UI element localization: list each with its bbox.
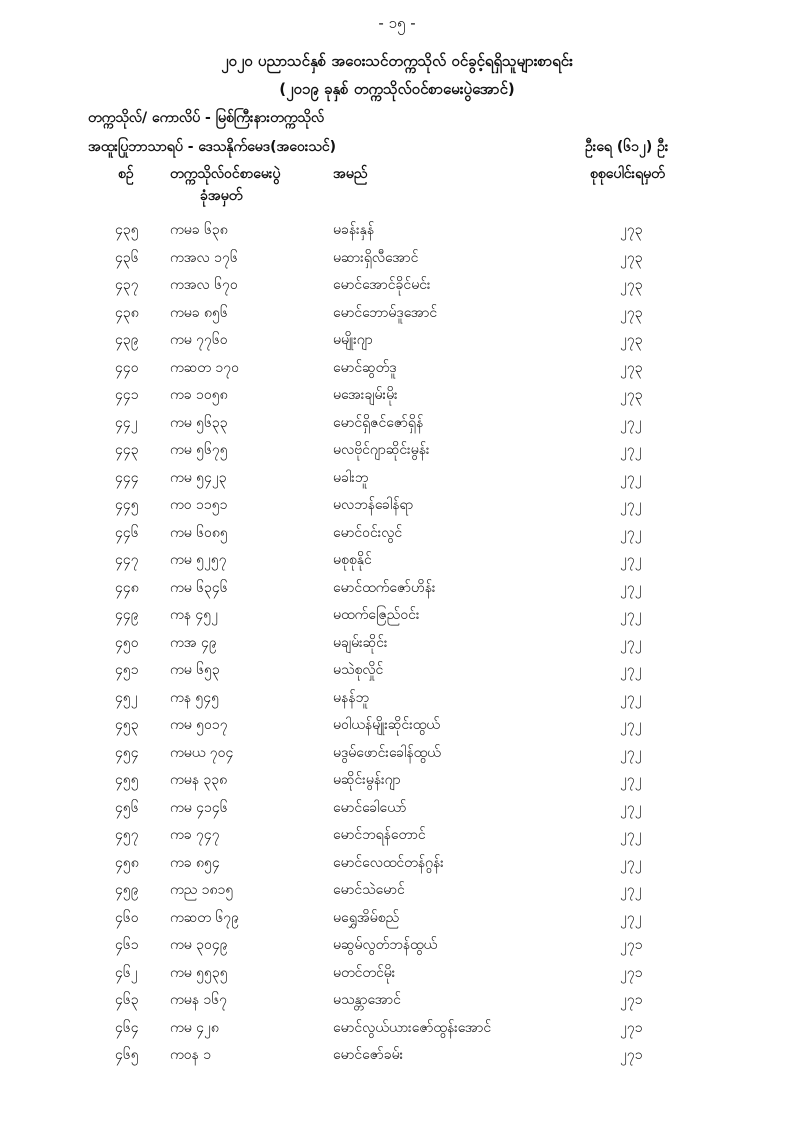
roll-number: ကမ ၅၂၅၇ xyxy=(170,552,227,568)
total-marks: ၂၇၁ xyxy=(620,964,643,981)
total-marks: ၂၇၂ xyxy=(620,579,642,596)
table-row xyxy=(0,660,794,688)
student-name: မချမ်းဆိုင်း xyxy=(333,634,388,651)
total-marks: ၂၇၂ xyxy=(620,414,642,431)
table-row xyxy=(0,578,794,606)
row-number: ၄၄၈ xyxy=(115,579,139,596)
student-name: မခါးဘူ xyxy=(333,469,369,486)
header-no: စဉ် xyxy=(118,166,134,182)
header-marks: စုစုပေါင်းရမှတ် xyxy=(590,166,665,182)
student-name: မောင်ထက်ဇော်ဟိန်း xyxy=(333,579,436,596)
student-name: မနန်ဘူ xyxy=(333,689,369,706)
page-number: - ၁၅ - xyxy=(378,14,416,32)
roll-number: ကမ ၆၀၈၅ xyxy=(170,524,228,541)
total-marks: ၂၇၂ xyxy=(620,552,642,568)
table-row xyxy=(0,990,794,1018)
student-name: မဒွမ်ဖောင်းခေါန်ထွယ် xyxy=(333,744,441,761)
student-name: မမျိုးဂျာ xyxy=(333,332,373,348)
student-name: မလဘန်ခေါန်ရာ xyxy=(333,497,414,513)
student-name: မဆားရှိလီအောင် xyxy=(333,249,419,266)
row-number: ၄၅၂ xyxy=(115,689,138,706)
total-marks: ၂၇၂ xyxy=(620,744,642,761)
table-row xyxy=(0,495,794,523)
student-name: မခန်းနှန် xyxy=(333,222,375,238)
roll-number: ကမ ၆၃၄၆ xyxy=(170,579,228,596)
student-name: မဝါယန်မျိုးဆိုင်းထွယ် xyxy=(333,717,440,733)
roll-number: ကဝန ၁ xyxy=(170,1047,212,1063)
student-name: မရွှေအိမ်စည် xyxy=(333,909,400,926)
total-marks: ၂၇၃ xyxy=(620,332,643,348)
total-marks: ၂၇၃ xyxy=(620,249,643,266)
row-number: ၄၅၇ xyxy=(115,827,139,843)
total-marks: ၂၇၃ xyxy=(620,359,643,376)
table-row xyxy=(0,688,794,716)
row-number: ၄၆၂ xyxy=(115,964,138,981)
roll-number: ကမန ၃၃၈ xyxy=(170,772,228,788)
row-number: ၄၆၅ xyxy=(115,1047,139,1063)
student-name: မောင်ခေါယော် xyxy=(333,799,407,816)
student-name: မောင်အောင်ခိုင်မင်း xyxy=(333,277,431,293)
header-name: အမည် xyxy=(333,166,368,182)
total-marks: ၂၇၂ xyxy=(620,717,642,733)
student-name: မောင်ဆွတ်ဒူ xyxy=(333,359,397,376)
total-marks: ၂၇၂ xyxy=(620,662,642,678)
table-row xyxy=(0,440,794,468)
table-row xyxy=(0,770,794,798)
row-number: ၄၅၃ xyxy=(115,717,139,733)
total-marks: ၂၇၁ xyxy=(620,1019,643,1036)
row-number: ၄၃၇ xyxy=(115,277,139,293)
roll-number: ကမ ၅၆၇၅ xyxy=(170,442,228,458)
table-row xyxy=(0,413,794,441)
student-name: မောင်သဲမောင် xyxy=(333,882,405,898)
total-marks: ၂၇၂ xyxy=(620,689,642,706)
student-name: မသန္တာအောင် xyxy=(333,992,401,1008)
total-marks: ၂၇၂ xyxy=(620,469,642,486)
total-marks: ၂၇၂ xyxy=(620,634,642,651)
total-marks: ၂၇၂ xyxy=(620,442,642,458)
roll-number: ကမ ၆၅၃ xyxy=(170,662,220,678)
row-number: ၄၆၃ xyxy=(115,992,139,1008)
table-row xyxy=(0,1018,794,1046)
row-number: ၄၄၄ xyxy=(115,469,139,486)
total-marks: ၂၇၂ xyxy=(620,607,642,623)
total-marks: ၂၇၃ xyxy=(620,304,643,321)
roll-number: ကမခ ၆၃၈ xyxy=(170,222,228,238)
student-name: မောင်ရှိဇင်ဇော်ရှိန် xyxy=(333,414,424,431)
row-number: ၄၄၉ xyxy=(115,607,139,623)
row-number: ၄၄၅ xyxy=(115,497,139,513)
row-number: ၄၅၄ xyxy=(115,744,139,761)
roll-number: ကအ ၄၉ xyxy=(170,634,217,651)
total-marks: ၂၇၁ xyxy=(620,937,643,953)
row-number: ၄၄၀ xyxy=(115,359,139,376)
university-line: တက္ကသိုလ်/ ကောလိပ် - မြစ်ကြီးနားတက္ကသိုလ် xyxy=(88,110,325,126)
row-number: ၄၅၈ xyxy=(115,854,139,871)
row-number: ၄၅၁ xyxy=(115,662,139,678)
table-row xyxy=(0,358,794,386)
total-marks: ၂၇၂ xyxy=(620,772,642,788)
header-roll-line2: ခုံအမှတ် xyxy=(200,188,243,204)
row-number: ၄၆၁ xyxy=(115,937,139,953)
row-number: ၄၆၄ xyxy=(115,1019,139,1036)
student-name: မောင်ဘရန်တောင် xyxy=(333,827,426,843)
table-row xyxy=(0,880,794,908)
roll-number: ကမ ၄၁၄၆ xyxy=(170,799,228,816)
student-name: မစုစုနိုင် xyxy=(333,552,372,568)
roll-number: ကခ ၇၄၇ xyxy=(170,827,220,843)
roll-number: ကအလ ၆၇၀ xyxy=(170,277,238,293)
roll-number: ကန ၅၄၅ xyxy=(170,689,220,706)
table-row xyxy=(0,715,794,743)
total-marks: ၂၇၃ xyxy=(620,387,643,403)
roll-number: ကဆတ ၁၇၀ xyxy=(170,359,239,376)
row-number: ၄၄၂ xyxy=(115,414,138,431)
roll-number: ကမ ၄၂၈ xyxy=(170,1019,219,1036)
total-marks: ၂၇၂ xyxy=(620,909,642,926)
major-line: အထူးပြုဘာသာရပ် - ဒေသနိုက်မေဒ(အဝေးသင်) xyxy=(88,139,337,155)
student-name: မဆွမ်လွတ်ဘန်ထွယ် xyxy=(333,937,438,953)
table-row xyxy=(0,468,794,496)
table-row xyxy=(0,825,794,853)
row-number: ၄၃၉ xyxy=(115,332,139,348)
student-name: မောင်လွယ်ယားဇော်ထွန်းအောင် xyxy=(333,1019,492,1036)
roll-number: ကမ ၅၀၁၇ xyxy=(170,717,228,733)
total-count: ဦးရေ (၆၁၂) ဦး xyxy=(585,139,669,155)
roll-number: ကမယ ၇၀၄ xyxy=(170,744,234,761)
student-list xyxy=(0,220,794,1073)
student-name: မောင်လေထင်တန်ဂွန်း xyxy=(333,854,444,871)
student-name: မထက်ဇြေည်ဝင်း xyxy=(333,607,420,623)
row-number: ၄၃၈ xyxy=(115,304,139,321)
roll-number: ကည ၁၈၁၅ xyxy=(170,882,234,898)
total-marks: ၂၇၁ xyxy=(620,992,643,1008)
row-number: ၄၆၀ xyxy=(115,909,139,926)
row-number: ၄၄၁ xyxy=(115,387,139,403)
total-marks: ၂၇၂ xyxy=(620,497,642,513)
row-number: ၄၅၉ xyxy=(115,882,139,898)
student-name: မောင်ဝင်းလွင် xyxy=(333,524,403,541)
total-marks: ၂၇၂ xyxy=(620,524,642,541)
student-name: မောင်ဇော်ခမ်း xyxy=(333,1047,404,1063)
table-row xyxy=(0,908,794,936)
student-name: မဆိုင်းမွန်းဂျာ xyxy=(333,772,401,788)
roll-number: ကခ ၁၀၅၈ xyxy=(170,387,228,403)
table-row xyxy=(0,743,794,771)
document-subtitle: (၂၀၁၉ ခုနှစ် တက္ကသိုလ်ဝင်စာမေးပွဲအောင်) xyxy=(279,80,515,98)
roll-number: ကခ ၈၅၄ xyxy=(170,854,220,871)
student-name: မလဗိုင်ဂျာဆိုင်းမွန်း xyxy=(333,442,430,458)
row-number: ၄၅၅ xyxy=(115,772,139,788)
total-marks: ၂၇၃ xyxy=(620,277,643,293)
roll-number: ကဝ ၁၁၅၁ xyxy=(170,497,228,513)
roll-number: ကမ ၅၄၂၃ xyxy=(170,469,227,486)
roll-number: ကမ ၃၀၄၉ xyxy=(170,937,228,953)
roll-number: ကမခ ၈၅၆ xyxy=(170,304,228,321)
table-row xyxy=(0,853,794,881)
table-row xyxy=(0,220,794,248)
row-number: ၄၄၃ xyxy=(115,442,139,458)
table-row xyxy=(0,330,794,358)
total-marks: ၂၇၂ xyxy=(620,799,642,816)
student-name: မောင်ဘောမ်ဒူအောင် xyxy=(333,304,438,321)
header-roll-line1: တက္ကသိုလ်ဝင်စာမေးပွဲ xyxy=(170,166,281,182)
total-marks: ၂၇၂ xyxy=(620,854,642,871)
table-row xyxy=(0,1045,794,1073)
row-number: ၄၃၅ xyxy=(115,222,139,238)
row-number: ၄၄၇ xyxy=(115,552,139,568)
total-marks: ၂၇၃ xyxy=(620,222,643,238)
table-row xyxy=(0,550,794,578)
table-row xyxy=(0,798,794,826)
student-name: မအေးချမ်းမိုး xyxy=(333,387,398,403)
document-title: ၂၀၂၀ ပညာသင်နှစ် အဝေးသင်တက္ကသိုလ် ဝင်ခွင့်ရရှိသူများစာရင်း xyxy=(221,52,573,70)
table-row xyxy=(0,248,794,276)
roll-number: ကမ ၇၇၆၀ xyxy=(170,332,228,348)
table-row xyxy=(0,633,794,661)
table-row xyxy=(0,303,794,331)
total-marks: ၂၇၂ xyxy=(620,882,642,898)
table-row xyxy=(0,275,794,303)
student-name: မသဲစုလှိုင် xyxy=(333,662,384,678)
row-number: ၄၅၀ xyxy=(115,634,139,651)
roll-number: ကမ ၅၆၃၃ xyxy=(170,414,228,431)
roll-number: ကမ ၅၅၃၅ xyxy=(170,964,228,981)
table-row xyxy=(0,385,794,413)
table-row xyxy=(0,523,794,551)
roll-number: ကန ၄၅၂ xyxy=(170,607,219,623)
roll-number: ကမန ၁၆၇ xyxy=(170,992,228,1008)
row-number: ၄၃၆ xyxy=(115,249,139,266)
table-row xyxy=(0,963,794,991)
row-number: ၄၅၆ xyxy=(115,799,139,816)
roll-number: ကဆတ ၆၇၉ xyxy=(170,909,239,926)
table-row xyxy=(0,605,794,633)
total-marks: ၂၇၁ xyxy=(620,1047,643,1063)
roll-number: ကအလ ၁၇၆ xyxy=(170,249,238,266)
total-marks: ၂၇၂ xyxy=(620,827,642,843)
student-name: မတင်တင်မိုး xyxy=(333,964,396,981)
table-row xyxy=(0,935,794,963)
row-number: ၄၄၆ xyxy=(115,524,139,541)
